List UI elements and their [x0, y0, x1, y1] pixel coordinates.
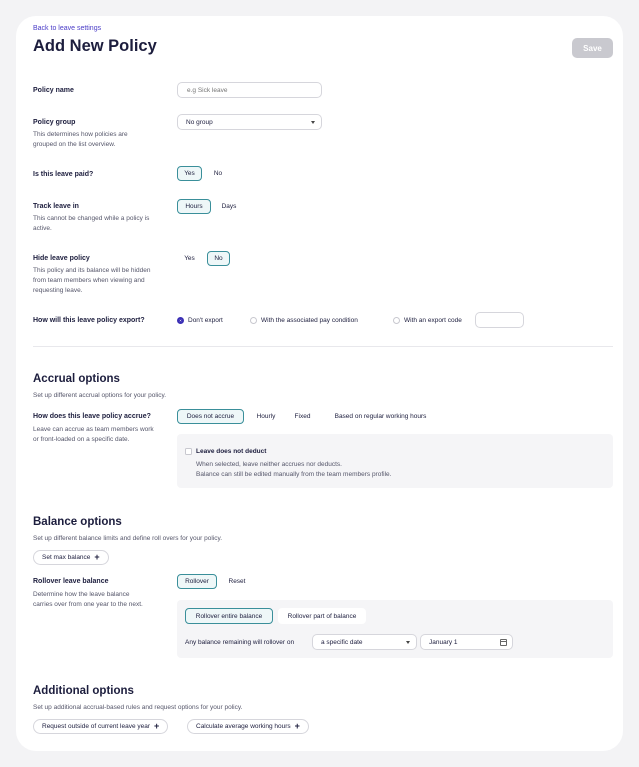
rollover-part-button[interactable]: Rollover part of balance	[278, 608, 366, 624]
rollover-date-input[interactable]	[420, 634, 513, 650]
save-button[interactable]: Save	[572, 38, 613, 58]
rollover-label: Rollover leave balance	[33, 578, 109, 585]
paid-yes-button[interactable]: Yes	[177, 166, 202, 181]
export-pay-condition-radio[interactable]	[250, 317, 257, 324]
rollover-entire-button[interactable]: Rollover entire balance	[185, 608, 273, 624]
export-code-radio[interactable]	[393, 317, 400, 324]
plus-icon: +	[154, 721, 160, 731]
section-divider	[33, 346, 613, 347]
policy-group-value: No group	[186, 118, 213, 126]
policy-name-input[interactable]	[177, 82, 322, 98]
hide-label: Hide leave policy	[33, 255, 90, 262]
additional-title: Additional options	[33, 685, 134, 697]
track-description: This cannot be changed while a policy is active.	[33, 215, 150, 232]
paid-label: Is this leave paid?	[33, 171, 94, 178]
back-link[interactable]: Back to leave settings	[33, 25, 102, 32]
accrual-none-button[interactable]: Does not accrue	[177, 409, 244, 424]
request-outside-year-label: Request outside of current leave year	[42, 723, 151, 730]
additional-subtitle: Set up additional accrual-based rules and request options for your policy.	[33, 704, 243, 711]
reset-button[interactable]: Reset	[228, 578, 246, 585]
leave-not-deduct-checkbox[interactable]	[185, 448, 192, 455]
plus-icon: +	[294, 721, 300, 731]
accrual-title: Accrual options	[33, 373, 120, 385]
export-code-label: With an export code	[404, 317, 462, 324]
hide-no-button[interactable]: No	[207, 251, 230, 266]
set-max-balance-button[interactable]	[33, 550, 109, 565]
rollover-button[interactable]: Rollover	[177, 574, 217, 589]
policy-group-select[interactable]	[177, 114, 322, 130]
chevron-down-icon	[406, 641, 410, 644]
balance-subtitle: Set up different balance limits and define roll overs for your policy.	[33, 535, 223, 542]
track-days-button[interactable]: Days	[221, 203, 237, 210]
plus-icon: +	[94, 552, 100, 562]
page-title: Add New Policy	[33, 37, 157, 55]
rollover-description: Determine how the leave balance carries over from one year to the next.	[33, 591, 143, 608]
leave-not-deduct-label: Leave does not deduct	[196, 448, 267, 455]
paid-no-button[interactable]: No	[213, 170, 223, 177]
calendar-icon	[500, 639, 507, 646]
rollover-date-mode-value: a specific date	[321, 638, 363, 646]
rollover-date-mode-select[interactable]	[312, 634, 417, 650]
leave-not-deduct-help-2: Balance can still be edited manually from the team members profile.	[196, 471, 392, 478]
policy-group-label: Policy group	[33, 119, 76, 126]
set-max-balance-label: Set max balance	[42, 554, 91, 561]
calculate-average-hours-label: Calculate average working hours	[196, 723, 291, 730]
hide-description: This policy and its balance will be hidden from team members when viewing and requesting leave.	[33, 267, 151, 294]
track-label: Track leave in	[33, 203, 79, 210]
export-pay-condition-label: With the associated pay condition	[261, 317, 358, 324]
balance-title: Balance options	[33, 516, 122, 528]
calculate-average-hours-button[interactable]	[187, 719, 309, 734]
accrual-fixed-button[interactable]: Fixed	[294, 413, 311, 420]
leave-not-deduct-help-1: When selected, leave neither accrues nor deducts.	[196, 461, 342, 468]
export-label: How will this leave policy export?	[33, 317, 145, 324]
accrual-hourly-button[interactable]: Hourly	[256, 413, 276, 420]
request-outside-year-button[interactable]	[33, 719, 168, 734]
chevron-down-icon	[311, 121, 315, 124]
form-card	[16, 16, 623, 751]
accrual-label: How does this leave policy accrue?	[33, 413, 151, 420]
policy-group-description: This determines how policies are grouped on the list overview.	[33, 131, 128, 148]
accrual-description: Leave can accrue as team members work or front-loaded on a specific date.	[33, 426, 154, 443]
accrual-regular-hours-button[interactable]: Based on regular working hours	[334, 413, 427, 420]
hide-yes-button[interactable]: Yes	[184, 255, 195, 262]
export-code-input[interactable]	[475, 312, 524, 328]
export-none-radio[interactable]	[177, 317, 184, 324]
rollover-remaining-text: Any balance remaining will rollover on	[185, 639, 295, 646]
track-hours-button[interactable]: Hours	[177, 199, 211, 214]
policy-name-label: Policy name	[33, 87, 74, 94]
accrual-subtitle: Set up different accrual options for your policy.	[33, 392, 167, 399]
export-none-label: Don't export	[188, 317, 223, 324]
rollover-date-value: January 1	[429, 638, 458, 646]
